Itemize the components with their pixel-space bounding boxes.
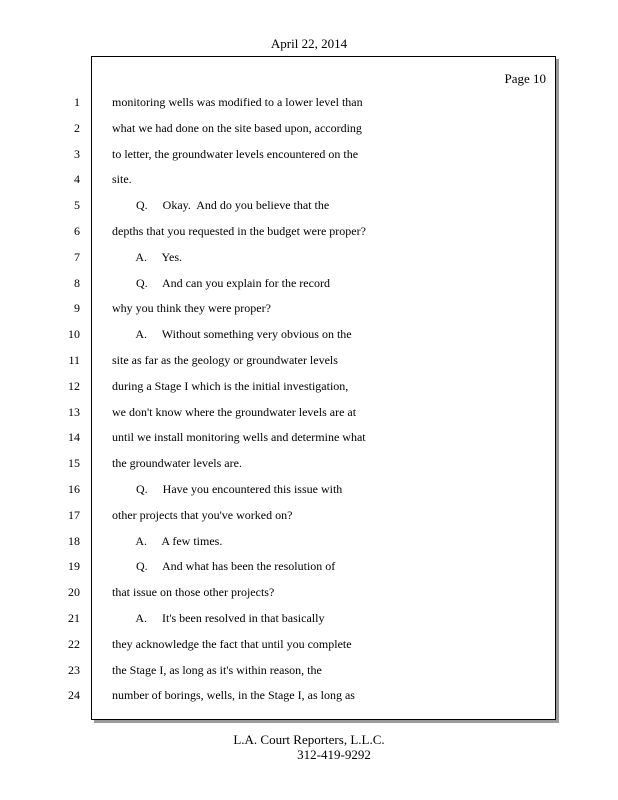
line-number: 21 [68, 611, 80, 625]
line-text: to letter, the groundwater levels encountered on the [112, 147, 359, 161]
line-number: 18 [68, 534, 80, 548]
line-text: until we install monitoring wells and determine what [112, 430, 366, 444]
line-number: 1 [74, 95, 80, 109]
line-text: Q. And can you explain for the record [112, 276, 330, 290]
line-number: 2 [74, 121, 80, 135]
line-number: 24 [68, 688, 80, 702]
line-text: A. Without something very obvious on the [112, 327, 352, 341]
line-number: 15 [68, 456, 80, 470]
line-number: 10 [68, 327, 80, 341]
line-text: Q. Okay. And do you believe that the [112, 198, 330, 212]
line-number: 23 [68, 663, 80, 677]
footer-company: L.A. Court Reporters, L.L.C. [233, 732, 385, 747]
line-text: during a Stage I which is the initial investigation, [112, 379, 349, 393]
line-text: site as far as the geology or groundwater levels [112, 353, 338, 367]
line-number: 12 [68, 379, 80, 393]
line-number: 22 [68, 637, 80, 651]
line-text: A. It's been resolved in that basically [112, 611, 325, 625]
line-number: 20 [68, 585, 80, 599]
line-number: 9 [74, 301, 80, 315]
line-number: 17 [68, 508, 80, 522]
line-text: monitoring wells was modified to a lower level than [112, 95, 363, 109]
line-number: 5 [74, 198, 80, 212]
line-number: 3 [74, 147, 80, 161]
line-text: we don't know where the groundwater levels are at [112, 405, 357, 419]
line-number: 13 [68, 405, 80, 419]
line-text: what we had done on the site based upon, according [112, 121, 362, 135]
line-number: 4 [74, 172, 80, 186]
line-number: 14 [68, 430, 80, 444]
line-text: A. Yes. [112, 250, 183, 264]
line-text: site. [112, 172, 132, 186]
footer-phone: 312-419-9292 [297, 747, 371, 762]
line-text: the Stage I, as long as it's within reason, the [112, 663, 322, 677]
line-number: 8 [74, 276, 80, 290]
page-number: Page 10 [504, 71, 546, 86]
line-number: 6 [74, 224, 80, 238]
line-number: 7 [74, 250, 80, 264]
line-text: A. A few times. [112, 534, 223, 548]
line-text: Q. And what has been the resolution of [112, 559, 336, 573]
header-date: April 22, 2014 [270, 36, 348, 51]
line-text: Q. Have you encountered this issue with [112, 482, 343, 496]
line-text: depths that you requested in the budget were proper? [112, 224, 366, 238]
line-number: 19 [68, 559, 80, 573]
line-text: other projects that you've worked on? [112, 508, 293, 522]
line-text: that issue on those other projects? [112, 585, 275, 599]
line-number: 11 [68, 353, 80, 367]
line-text: number of borings, wells, in the Stage I, as long as [112, 688, 355, 702]
line-text: why you think they were proper? [112, 301, 271, 315]
line-text: they acknowledge the fact that until you complete [112, 637, 352, 651]
line-number: 16 [68, 482, 80, 496]
line-text: the groundwater levels are. [112, 456, 242, 470]
